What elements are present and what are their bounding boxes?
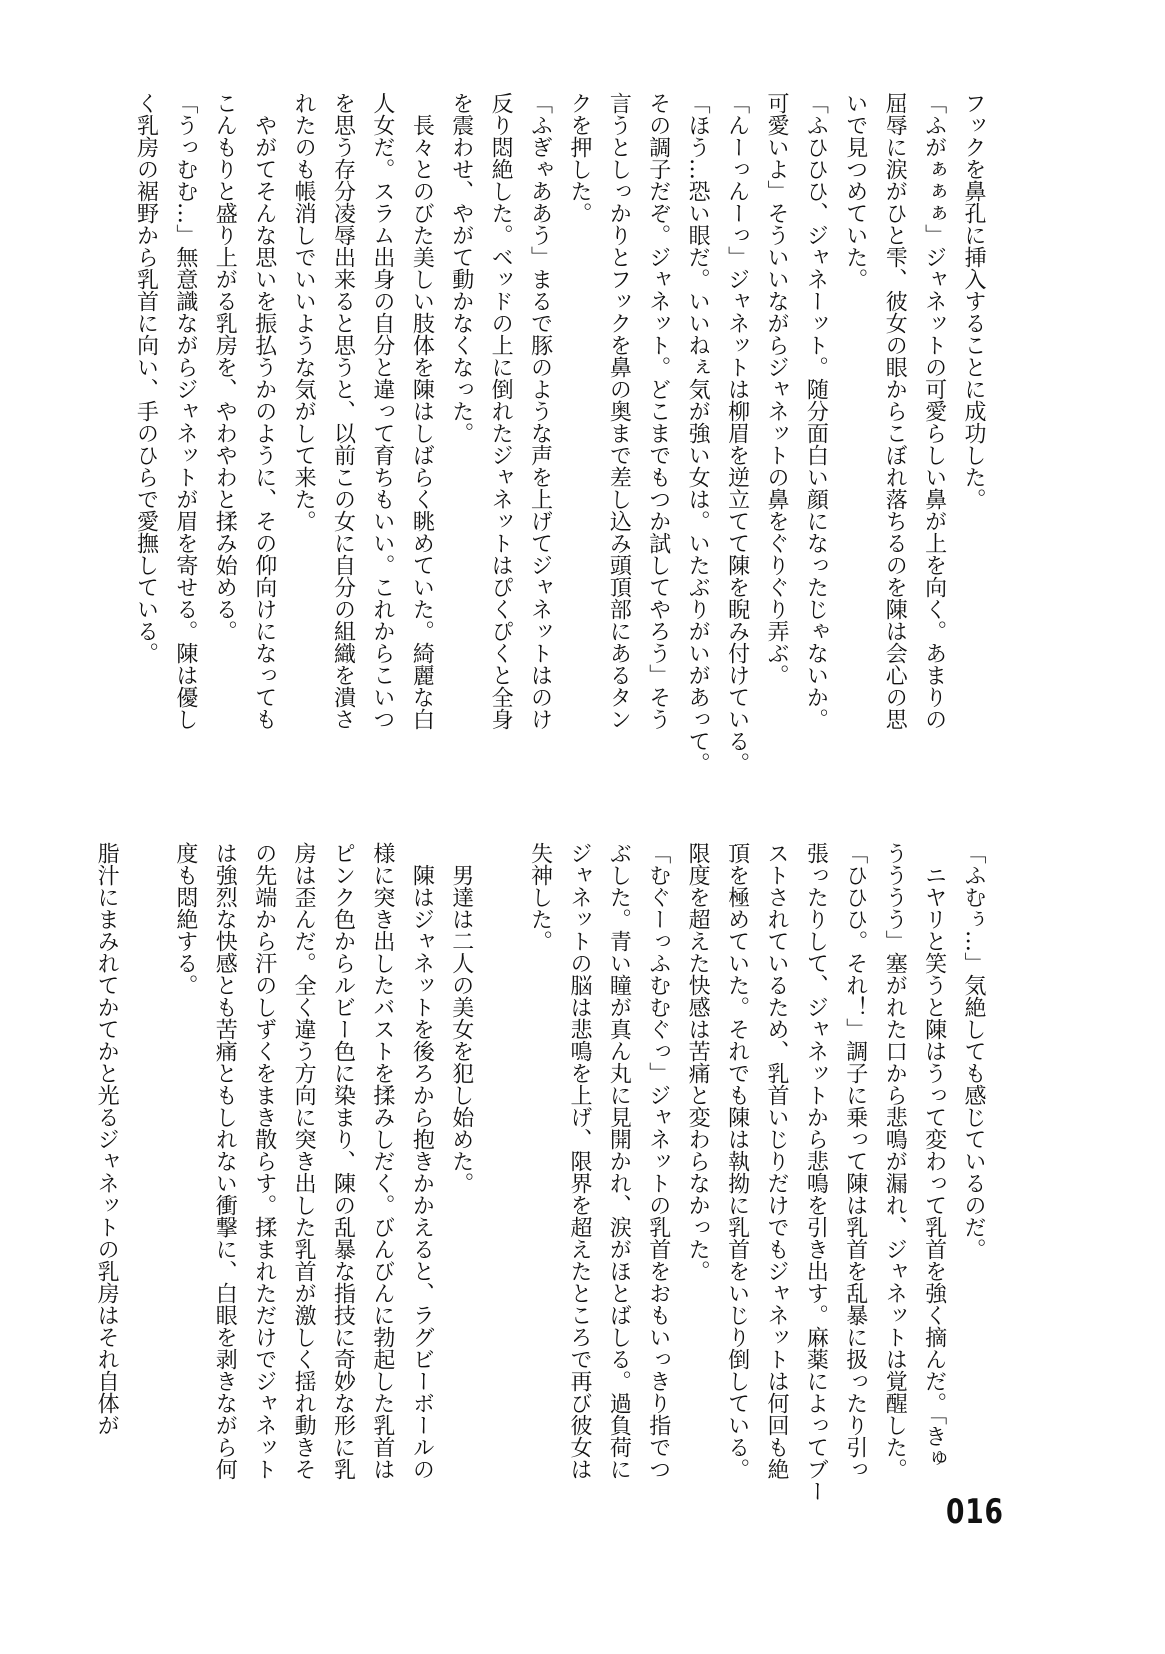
text-line: 「むぐーっふむむぐっ」ジャネットの乳首をおもいっきり指でつ — [645, 842, 671, 1480]
text-line: 「ひひひ。それ！」調子に乗って陳は乳首を乱暴に扱ったり引っ — [842, 842, 868, 1480]
text-line: 言うとしっかりとフックを鼻の奥まで差し込み頭頂部にあるタン — [606, 92, 632, 730]
text-line: 張ったりして、ジャネットから悲鳴を引き出す。麻薬によってブー — [803, 842, 829, 1502]
text-line: ピンク色からルビー色に染まり、陳の乱暴な指技に奇妙な形に乳 — [330, 842, 356, 1480]
text-line: 「んーっんーっ」ジャネットは柳眉を逆立てて陳を睨み付けている。 — [724, 92, 750, 774]
text-line — [126, 842, 165, 1542]
text-line: 男達は二人の美女を犯し始めた。 — [448, 842, 474, 1194]
text-line: の先端から汗のしずくをまき散らす。揉まれただけでジャネット — [251, 842, 277, 1480]
text-line: 「ふぎゃああう」まるで豚のような声を上げてジャネットはのけ — [527, 92, 553, 730]
text-line: ニヤリと笑うと陳はうって変わって乳首を強く摘んだ。「きゅ — [921, 842, 947, 1469]
text-line: 反り悶絶した。ベッドの上に倒れたジャネットはぴくぴくと全身 — [488, 92, 514, 730]
text-line: 屈辱に涙がひと雫、彼女の眼からこぼれ落ちるのを陳は会心の思 — [882, 92, 908, 730]
text-line: 脂汁にまみれてかてかと光るジャネットの乳房はそれ自体が — [94, 842, 120, 1436]
text-line: 可愛いよ」そういいながらジャネットの鼻をぐりぐり弄ぶ。 — [763, 92, 789, 686]
text-line: 失神した。 — [527, 842, 553, 952]
text-line: ジャネットの脳は悲鳴を上げ、限界を超えたところで再び彼女は — [566, 842, 592, 1480]
text-line: く乳房の裾野から乳首に向い、手のひらで愛撫している。 — [133, 92, 159, 664]
text-line: フックを鼻孔に挿入することに成功した。 — [961, 92, 986, 510]
text-line: は強烈な快感とも苦痛ともしれない衝撃に、白眼を剥きながら何 — [212, 842, 238, 1480]
text-line: 「ふがぁぁぁ」ジャネットの可愛らしい鼻が上を向く。あまりの — [921, 92, 947, 730]
text-line: やがてそんな思いを振払うかのように、その仰向けになっても — [251, 92, 277, 730]
text-line: れたのも帳消しでいいような気がして来た。 — [291, 92, 317, 532]
text-line: 長々とのびた美しい肢体を陳はしばらく眺めていた。綺麗な白 — [409, 92, 435, 730]
text-line — [481, 842, 520, 1542]
text-line: 陳はジャネットを後ろから抱きかかえると、ラグビーボールの — [409, 842, 435, 1480]
text-line: 人女だ。スラム出身の自分と違って育ちもいい。これからこいつ — [369, 92, 395, 730]
text-line: いで見つめていた。 — [842, 92, 868, 290]
text-line: 限度を超えた快感は苦痛と変わらなかった。 — [685, 842, 711, 1282]
text-line: 度も悶絶する。 — [172, 842, 198, 996]
text-line: を震わせ、やがて動かなくなった。 — [448, 92, 474, 444]
page-number: 016 — [946, 1492, 1004, 1532]
text-line: ぶした。青い瞳が真ん丸に見開かれ、涙がほとばしる。過負荷に — [606, 842, 632, 1480]
text-line: ストされているため、乳首いじりだけでもジャネットは何回も絶 — [763, 842, 789, 1480]
text-line: 「ふひひひ、ジャネーット。随分面白い顔になったじゃないか。 — [803, 92, 829, 730]
text-line: 「ほう…恐い眼だ。いいねぇ気が強い女は。いたぶりがいがあって。 — [685, 92, 711, 774]
text-line: その調子だぞ。ジャネット。どこまでもつか試してやろう」そう — [645, 92, 671, 730]
text-line: 房は歪んだ。全く違う方向に突き出した乳首が激しく揺れ動きそ — [291, 842, 317, 1480]
text-line: うううう」塞がれた口から悲鳴が漏れ、ジャネットは覚醒した。 — [882, 842, 908, 1480]
text-line: を思う存分凌辱出来ると思うと、以前この女に自分の組織を潰さ — [330, 92, 356, 730]
text-line: こんもりと盛り上がる乳房を、やわやわと揉み始める。 — [212, 92, 238, 642]
text-line: 「ふむぅ…」気絶しても感じているのだ。 — [961, 842, 986, 1260]
text-line: 「うっむむ…」無意識ながらジャネットが眉を寄せる。陳は優し — [172, 92, 198, 730]
bottom-text-block — [87, 842, 993, 1542]
text-line: 様に突き出したバストを揉みしだく。びんびんに勃起した乳首は — [369, 842, 395, 1480]
text-line: クを押した。 — [566, 92, 592, 224]
text-line: 頂を極めていた。それでも陳は執拗に乳首をいじり倒している。 — [724, 842, 750, 1480]
top-text-block — [126, 92, 993, 792]
